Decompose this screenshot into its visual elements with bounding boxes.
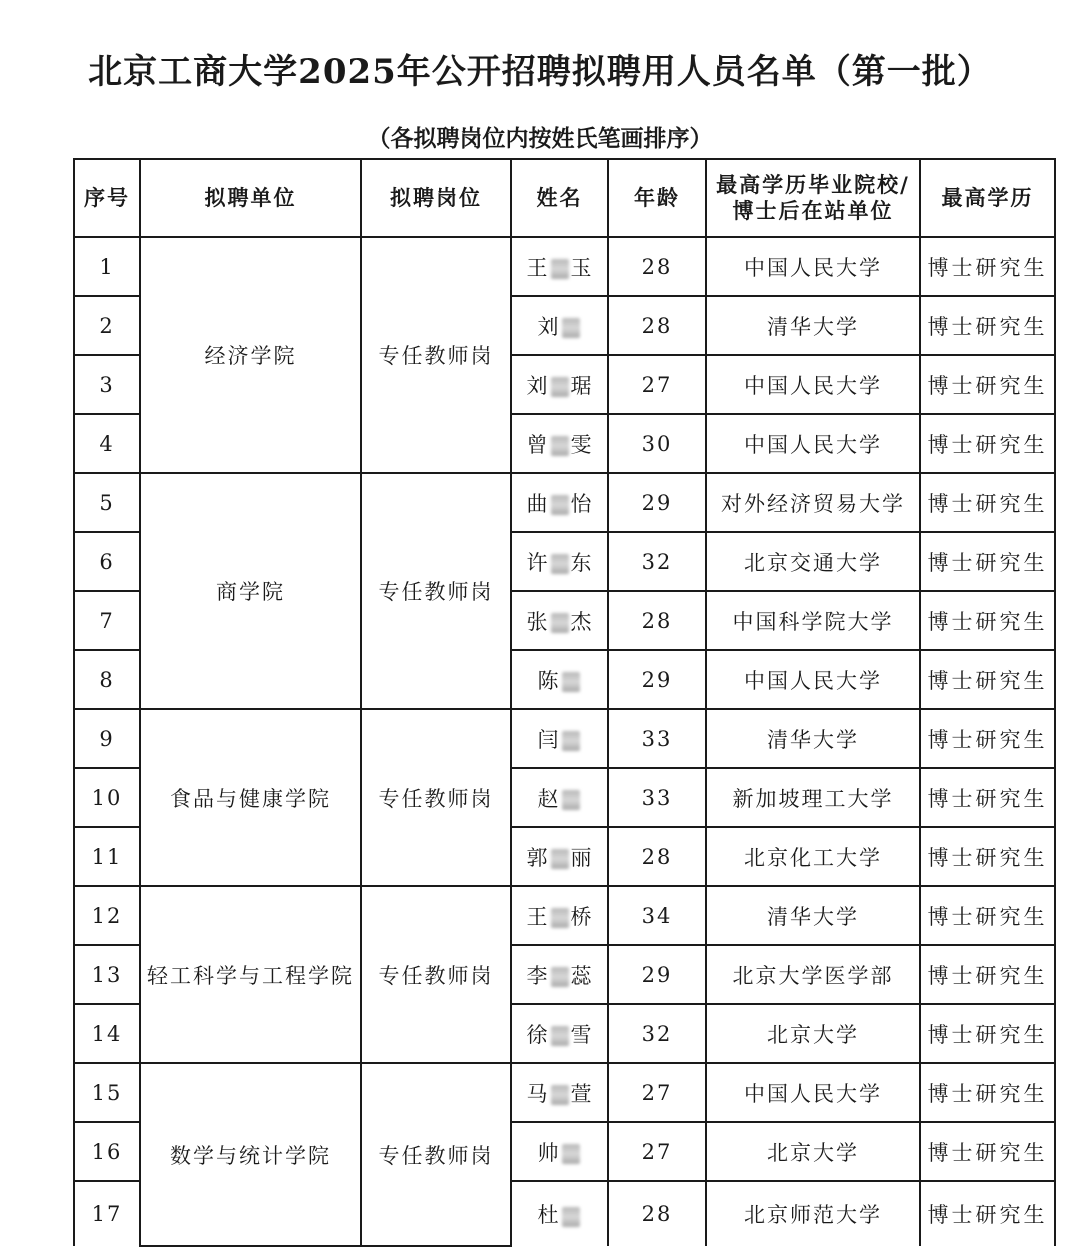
- cell-name: [511, 945, 608, 1004]
- cell-school: 对外经济贸易大学: [706, 473, 920, 532]
- cell-seq: 8: [74, 650, 140, 709]
- cell-school: 中国科学院大学: [706, 591, 920, 650]
- name-first: 王: [526, 904, 549, 929]
- cell-name: [511, 709, 608, 768]
- cell-post: 专任教师岗: [361, 237, 511, 473]
- cell-age: 27: [608, 1063, 706, 1122]
- cell-age: 29: [608, 473, 706, 532]
- cell-name: [511, 414, 608, 473]
- cell-seq: 7: [74, 591, 140, 650]
- name-last: 怡: [570, 491, 593, 516]
- cell-unit: 食品与健康学院: [140, 709, 361, 886]
- cell-school: 中国人民大学: [706, 1063, 920, 1122]
- cell-age: 27: [608, 1122, 706, 1181]
- redaction-mask: [551, 967, 569, 987]
- cell-school: 中国人民大学: [706, 355, 920, 414]
- cell-name: [511, 650, 608, 709]
- cell-age: 33: [608, 709, 706, 768]
- cell-unit: 商学院: [140, 473, 361, 709]
- redaction-mask: [551, 495, 569, 515]
- name-first: 刘: [537, 314, 560, 339]
- name-last: 东: [570, 550, 593, 575]
- cell-name: [511, 886, 608, 945]
- header-seq: 序号: [74, 159, 140, 237]
- name-last: 蕊: [570, 963, 593, 988]
- cell-seq: 12: [74, 886, 140, 945]
- cell-edu: 博士研究生: [920, 1004, 1055, 1063]
- redaction-mask: [551, 1085, 569, 1105]
- name-last: 琚: [570, 373, 593, 398]
- cell-unit: 数学与统计学院: [140, 1063, 361, 1246]
- hiring-table: [73, 158, 1056, 1247]
- cell-seq: 11: [74, 827, 140, 886]
- cell-name: [511, 827, 608, 886]
- header-post: 拟聘岗位: [361, 159, 511, 237]
- header-edu: 最高学历: [920, 159, 1055, 237]
- header-school: [706, 159, 920, 237]
- name-last: 雯: [570, 432, 593, 457]
- table-row: [74, 709, 1055, 768]
- redaction-mask: [551, 259, 569, 279]
- cell-seq: 3: [74, 355, 140, 414]
- cell-seq: 4: [74, 414, 140, 473]
- name-last: 丽: [570, 845, 593, 870]
- redaction-mask: [562, 672, 580, 692]
- header-school-line1: 最高学历毕业院校/: [716, 172, 910, 197]
- cell-edu: 博士研究生: [920, 1063, 1055, 1122]
- cell-seq: 16: [74, 1122, 140, 1181]
- cell-post: 专任教师岗: [361, 1063, 511, 1246]
- redaction-mask: [562, 731, 580, 751]
- cell-school: 清华大学: [706, 886, 920, 945]
- redaction-mask: [562, 790, 580, 810]
- cell-edu: 博士研究生: [920, 296, 1055, 355]
- cell-seq: 13: [74, 945, 140, 1004]
- cell-seq: 1: [74, 237, 140, 296]
- cell-name: [511, 1181, 608, 1246]
- name-last: 玉: [570, 255, 593, 280]
- cell-school: 北京师范大学: [706, 1181, 920, 1246]
- document-title: 北京工商大学2025年公开招聘拟聘用人员名单（第一批）: [88, 52, 992, 92]
- cell-seq: 14: [74, 1004, 140, 1063]
- header-unit: 拟聘单位: [140, 159, 361, 237]
- cell-age: 28: [608, 591, 706, 650]
- redaction-mask: [562, 318, 580, 338]
- cell-name: [511, 532, 608, 591]
- name-first: 马: [526, 1081, 549, 1106]
- cell-name: [511, 296, 608, 355]
- cell-school: 中国人民大学: [706, 414, 920, 473]
- cell-edu: 博士研究生: [920, 473, 1055, 532]
- name-last: 杰: [570, 609, 593, 634]
- header-age: 年龄: [608, 159, 706, 237]
- cell-seq: 17: [74, 1181, 140, 1246]
- cell-edu: 博士研究生: [920, 1181, 1055, 1246]
- cell-post: 专任教师岗: [361, 473, 511, 709]
- table-body: [74, 237, 1055, 1246]
- cell-name: [511, 473, 608, 532]
- cell-age: 28: [608, 1181, 706, 1246]
- name-last: 萱: [570, 1081, 593, 1106]
- cell-edu: 博士研究生: [920, 827, 1055, 886]
- cell-edu: 博士研究生: [920, 355, 1055, 414]
- cell-age: 32: [608, 532, 706, 591]
- cell-school: 中国人民大学: [706, 650, 920, 709]
- cell-name: [511, 591, 608, 650]
- name-last: 桥: [570, 904, 593, 929]
- name-first: 赵: [537, 786, 560, 811]
- name-last: 雪: [570, 1022, 593, 1047]
- cell-seq: 6: [74, 532, 140, 591]
- cell-age: 33: [608, 768, 706, 827]
- name-first: 闫: [537, 727, 560, 752]
- cell-school: 清华大学: [706, 709, 920, 768]
- cell-school: 中国人民大学: [706, 237, 920, 296]
- cell-name: [511, 768, 608, 827]
- redaction-mask: [551, 1026, 569, 1046]
- redaction-mask: [551, 908, 569, 928]
- table-row: [74, 237, 1055, 296]
- cell-age: 30: [608, 414, 706, 473]
- name-first: 刘: [526, 373, 549, 398]
- cell-seq: 15: [74, 1063, 140, 1122]
- redaction-mask: [551, 613, 569, 633]
- cell-school: 北京大学: [706, 1004, 920, 1063]
- cell-unit: 经济学院: [140, 237, 361, 473]
- name-first: 张: [526, 609, 549, 634]
- cell-edu: 博士研究生: [920, 945, 1055, 1004]
- cell-age: 32: [608, 1004, 706, 1063]
- cell-edu: 博士研究生: [920, 886, 1055, 945]
- cell-school: 北京大学: [706, 1122, 920, 1181]
- redaction-mask: [562, 1207, 580, 1227]
- cell-name: [511, 1122, 608, 1181]
- cell-name: [511, 355, 608, 414]
- cell-edu: 博士研究生: [920, 709, 1055, 768]
- cell-edu: 博士研究生: [920, 650, 1055, 709]
- name-first: 郭: [526, 845, 549, 870]
- cell-school: 清华大学: [706, 296, 920, 355]
- name-first: 许: [526, 550, 549, 575]
- name-first: 王: [526, 255, 549, 280]
- cell-edu: 博士研究生: [920, 414, 1055, 473]
- cell-age: 28: [608, 827, 706, 886]
- cell-edu: 博士研究生: [920, 532, 1055, 591]
- cell-post: 专任教师岗: [361, 709, 511, 886]
- cell-edu: 博士研究生: [920, 591, 1055, 650]
- redaction-mask: [551, 849, 569, 869]
- cell-age: 28: [608, 237, 706, 296]
- table-row: [74, 886, 1055, 945]
- name-first: 曾: [526, 432, 549, 457]
- cell-name: [511, 1004, 608, 1063]
- cell-age: 29: [608, 650, 706, 709]
- name-first: 帅: [537, 1140, 560, 1165]
- cell-seq: 2: [74, 296, 140, 355]
- cell-seq: 5: [74, 473, 140, 532]
- cell-age: 34: [608, 886, 706, 945]
- redaction-mask: [562, 1144, 580, 1164]
- cell-edu: 博士研究生: [920, 1122, 1055, 1181]
- redaction-mask: [551, 554, 569, 574]
- document-subtitle: （各拟聘岗位内按姓氏笔画排序）: [367, 125, 713, 152]
- header-row: [74, 159, 1055, 237]
- cell-age: 29: [608, 945, 706, 1004]
- name-first: 曲: [526, 491, 549, 516]
- table-row: [74, 473, 1055, 532]
- cell-school: 北京大学医学部: [706, 945, 920, 1004]
- cell-name: [511, 237, 608, 296]
- cell-seq: 9: [74, 709, 140, 768]
- cell-post: 专任教师岗: [361, 886, 511, 1063]
- header-school-line2: 博士后在站单位: [732, 198, 894, 223]
- cell-unit: 轻工科学与工程学院: [140, 886, 361, 1063]
- cell-school: 北京交通大学: [706, 532, 920, 591]
- redaction-mask: [551, 377, 569, 397]
- table-row: [74, 1063, 1055, 1122]
- cell-age: 28: [608, 296, 706, 355]
- cell-edu: 博士研究生: [920, 768, 1055, 827]
- cell-edu: 博士研究生: [920, 237, 1055, 296]
- name-first: 李: [526, 963, 549, 988]
- cell-age: 27: [608, 355, 706, 414]
- cell-seq: 10: [74, 768, 140, 827]
- cell-name: [511, 1063, 608, 1122]
- cell-school: 北京化工大学: [706, 827, 920, 886]
- name-first: 徐: [526, 1022, 549, 1047]
- cell-school: 新加坡理工大学: [706, 768, 920, 827]
- name-first: 陈: [537, 668, 560, 693]
- header-name: 姓名: [511, 159, 608, 237]
- name-first: 杜: [537, 1203, 560, 1227]
- redaction-mask: [551, 436, 569, 456]
